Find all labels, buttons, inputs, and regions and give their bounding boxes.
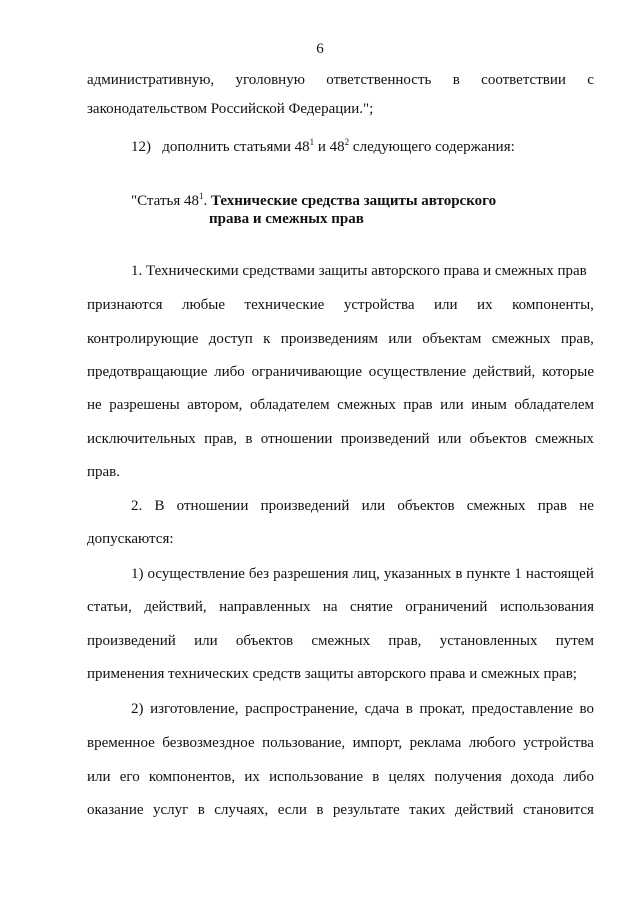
para1-line-2: [87, 296, 594, 314]
word: настоящей: [525, 566, 594, 582]
word: ограничений: [405, 599, 488, 615]
word: компоненты,: [512, 297, 594, 313]
word: становится: [522, 802, 594, 818]
word: разрешения: [273, 566, 349, 582]
page-number: 6: [316, 41, 324, 57]
word: в: [245, 431, 253, 447]
word: административную,: [87, 72, 215, 88]
word: в: [316, 802, 324, 818]
word: таких: [409, 802, 446, 818]
para1-line-7: прав.: [87, 464, 121, 480]
word: их: [244, 769, 260, 785]
word: соответствии: [481, 72, 566, 88]
word: путем: [555, 633, 594, 649]
word: любые: [181, 297, 226, 313]
word: осуществление: [368, 364, 467, 380]
word: 1: [514, 566, 522, 582]
article-heading: [131, 192, 496, 210]
para2-line-1: [131, 497, 594, 515]
item-12-sup-b: 2: [344, 137, 350, 147]
word: прав,: [204, 431, 238, 447]
word: указанных: [383, 566, 452, 582]
word: осуществление: [147, 566, 245, 582]
word: результате: [332, 802, 400, 818]
para1-line-4: [87, 363, 594, 381]
word: либо: [214, 364, 245, 380]
word: случаях,: [214, 802, 269, 818]
word: ограничивающие: [251, 364, 362, 380]
word: без: [248, 566, 270, 582]
word: или: [388, 331, 412, 347]
word: распространение,: [245, 701, 358, 717]
word: предотвращающие: [87, 364, 208, 380]
word: В: [154, 498, 165, 514]
word: оказание: [87, 802, 144, 818]
word: контролирующие: [87, 331, 199, 347]
word: разрешены: [109, 397, 180, 413]
word: 1): [131, 566, 144, 582]
word: статьи,: [87, 599, 132, 615]
para1-line-3: [87, 330, 594, 348]
word: пользование,: [262, 735, 346, 751]
word: иным: [471, 397, 507, 413]
word: временное: [87, 735, 155, 751]
article-title-line-1: Технические средства защиты авторского: [210, 193, 497, 209]
word: прав,: [560, 331, 594, 347]
word: смежных: [491, 331, 551, 347]
word: прав: [403, 397, 433, 413]
word: объектов: [469, 431, 527, 447]
item-12-label: 12): [131, 139, 151, 155]
word: их: [477, 297, 493, 313]
sub2-line-1: [131, 700, 594, 718]
word: предоставление: [471, 701, 573, 717]
para2-line-2: допускаются:: [87, 531, 174, 547]
word: или: [194, 633, 218, 649]
word: или: [87, 769, 111, 785]
item-12-text-a: дополнить статьями 48: [162, 139, 310, 155]
word: смежных: [337, 397, 396, 413]
word: технические: [244, 297, 325, 313]
word: прокат,: [419, 701, 465, 717]
word: объектам: [422, 331, 482, 347]
sub2-line-3: [87, 768, 594, 786]
word: если: [277, 802, 307, 818]
word: ответственность: [326, 72, 432, 88]
word: уголовную: [235, 72, 305, 88]
word: смежных: [466, 498, 526, 514]
intro-line-2: законодательством Российской Федерации.";: [87, 101, 374, 117]
sub2-line-2: [87, 734, 594, 752]
sub1-line-2: [87, 598, 594, 616]
word: получения: [434, 769, 502, 785]
word: дохода: [511, 769, 555, 785]
word: произведений: [340, 431, 430, 447]
word: в: [197, 802, 205, 818]
word: или: [361, 498, 386, 514]
word: изготовление,: [150, 701, 239, 717]
sub2-line-4: [87, 801, 594, 819]
word: прав: [537, 498, 567, 514]
word: использование: [269, 769, 363, 785]
word: устройства: [343, 297, 415, 313]
word: действий,: [144, 599, 207, 615]
word: объектов: [397, 498, 455, 514]
item-12-sup-a: 1: [309, 137, 315, 147]
word: в: [452, 72, 460, 88]
word: произведений: [260, 498, 350, 514]
word: отношении: [260, 431, 333, 447]
article-sup: 1: [198, 191, 204, 201]
word: в: [455, 566, 463, 582]
word: действий,: [472, 364, 536, 380]
word: услуг: [152, 802, 189, 818]
article-title-line-2: права и смежных прав: [209, 211, 364, 227]
word: признаются: [87, 297, 163, 313]
word: обладателем: [514, 397, 594, 413]
word: к: [263, 331, 271, 347]
word: любого: [468, 735, 516, 751]
para1-line-1: 1. Техническими средствами защиты авторского права и смежных прав: [131, 263, 587, 279]
word: во: [579, 701, 594, 717]
word: или: [440, 397, 464, 413]
word: действий: [454, 802, 514, 818]
word: отношении: [176, 498, 249, 514]
item-12: [131, 138, 515, 156]
word: произведений: [87, 633, 176, 649]
word: прав,: [388, 633, 422, 649]
sub1-line-3: [87, 632, 594, 650]
word: компонентов,: [148, 769, 236, 785]
word: использования: [499, 599, 594, 615]
word: сдача: [364, 701, 400, 717]
para1-line-5: [87, 396, 594, 414]
word: произведениям: [280, 331, 378, 347]
word: направленных: [219, 599, 311, 615]
word: его: [119, 769, 140, 785]
sub1-line-1: [131, 565, 594, 583]
word: обладателем: [249, 397, 330, 413]
para1-line-6: [87, 430, 594, 448]
word: установленных: [439, 633, 538, 649]
word: или: [434, 297, 458, 313]
word: которые: [542, 364, 594, 380]
word: целях: [388, 769, 426, 785]
word: реклама: [409, 735, 462, 751]
word: 2): [131, 701, 144, 717]
item-12-text-b: и 48: [314, 139, 345, 155]
word: не: [579, 498, 594, 514]
item-12-text-c: следующего содержания:: [349, 139, 515, 155]
word: импорт,: [352, 735, 403, 751]
word: на: [322, 599, 338, 615]
sub1-line-4: применения технических средств защиты авторского права и смежных прав;: [87, 666, 577, 682]
word: снятие: [349, 599, 393, 615]
word: либо: [563, 769, 594, 785]
word: исключительных: [87, 431, 196, 447]
word: доступ: [208, 331, 253, 347]
word: не: [87, 397, 102, 413]
word: устройства: [523, 735, 594, 751]
word: в: [405, 701, 413, 717]
word: объектов: [235, 633, 294, 649]
word: в: [372, 769, 380, 785]
word: смежных: [535, 431, 594, 447]
word: лиц,: [352, 566, 380, 582]
intro-line-1: [87, 71, 594, 89]
word: безвозмездное: [162, 735, 255, 751]
word: или: [437, 431, 462, 447]
article-prefix-end: .: [203, 193, 211, 209]
word: автором,: [187, 397, 243, 413]
article-prefix: "Статья 48: [131, 193, 199, 209]
word: 2.: [131, 498, 143, 514]
word: пункте: [466, 566, 511, 582]
word: с: [587, 72, 594, 88]
word: смежных: [311, 633, 371, 649]
